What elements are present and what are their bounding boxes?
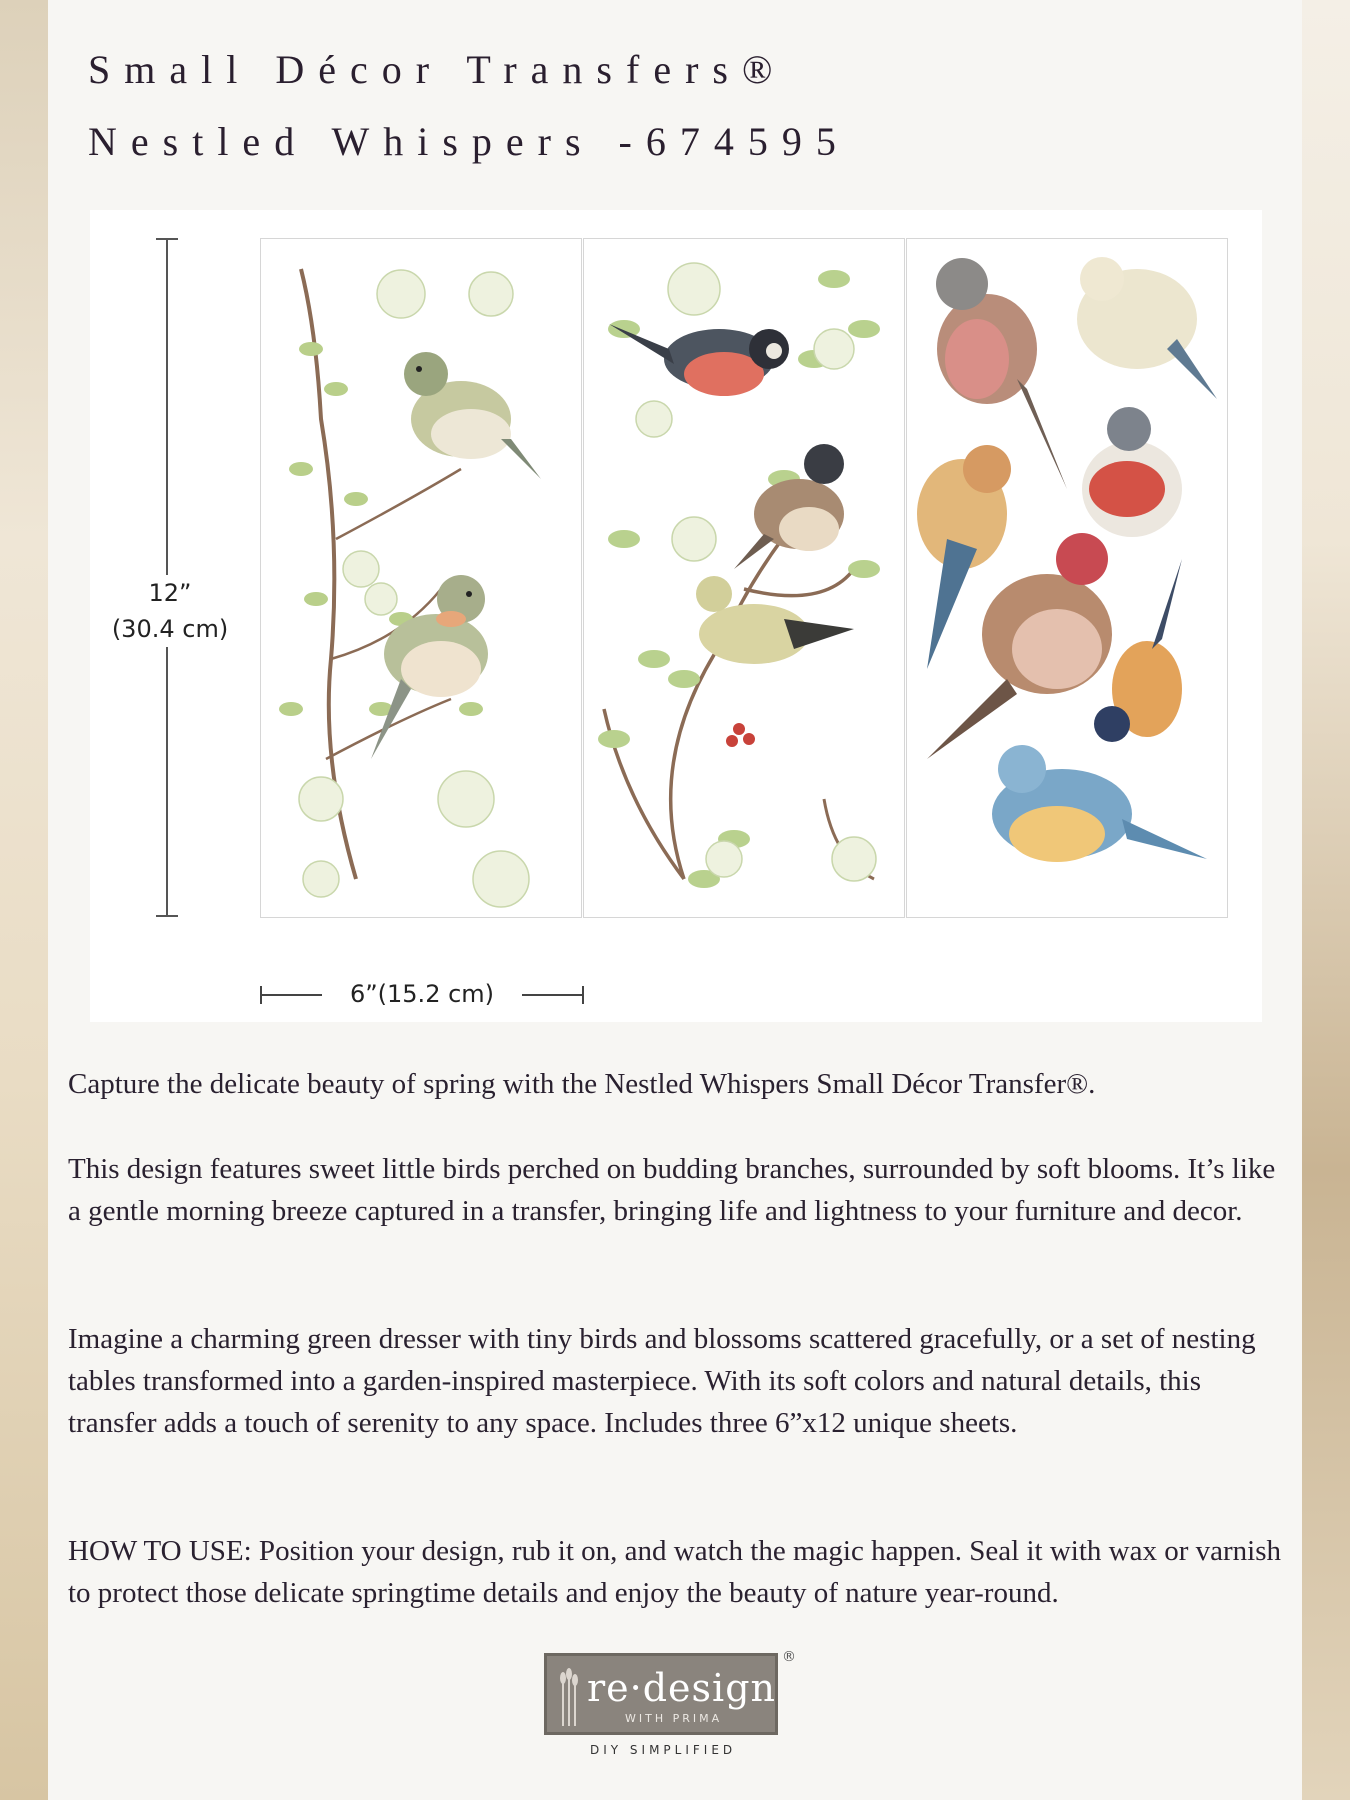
logo-badge bbox=[544, 1653, 778, 1735]
description-ideas: Imagine a charming green dresser with tiny birds and blossoms scattered gracefully, or a set of nesting tables transformed into a garden-inspired masterpiece. With its soft colors and natural details, this transfer adds a touch of serenity to any space. Includes three 6”x12 unique sheets. bbox=[68, 1323, 1256, 1439]
logo-wordmark: re·design bbox=[587, 1666, 776, 1710]
width-dimension-line-left bbox=[260, 994, 322, 996]
height-inches: 12” bbox=[148, 579, 192, 607]
height-centimeters: (30.4 cm) bbox=[111, 615, 229, 643]
description-intro: Capture the delicate beauty of spring with the Nestled Whispers Small Décor Transfer®. bbox=[68, 1068, 1096, 1100]
background-texture-right bbox=[1302, 0, 1350, 1800]
logo-tagline: DIY SIMPLIFIED bbox=[590, 1743, 737, 1757]
width-dimension-label: 6”(15.2 cm) bbox=[349, 980, 495, 1008]
product-name-and-sku: Nestled Whispers -674595 bbox=[88, 119, 850, 164]
wheat-icon bbox=[557, 1666, 581, 1726]
product-title: Small Décor Transfers® bbox=[88, 47, 787, 92]
redesign-with-prima-logo bbox=[540, 1649, 800, 1763]
registered-mark: ® bbox=[782, 1649, 796, 1665]
description-features: This design features sweet little birds perched on budding branches, surrounded by soft blooms. It’s like a gentle morning breeze captured in a transfer, bringing life and lightness to your furniture and decor. bbox=[68, 1153, 1276, 1227]
eight-birds-illustration bbox=[907, 239, 1227, 917]
height-dimension-label bbox=[100, 575, 240, 647]
branch-with-four-birds-illustration bbox=[584, 239, 904, 917]
transfer-sheet-2 bbox=[583, 238, 905, 918]
height-dimension-cap-top bbox=[156, 238, 178, 240]
width-dimension bbox=[260, 980, 584, 1010]
how-to-use: HOW TO USE: Position your design, rub it on, and watch the magic happen. Seal it with wax or varnish to protect those delicate springtime details and enjoy the beauty of nature year-round. bbox=[68, 1535, 1282, 1609]
product-image-panel bbox=[90, 210, 1262, 1022]
background-texture-left bbox=[0, 0, 48, 1800]
branch-with-two-birds-illustration bbox=[261, 239, 581, 917]
transfer-sheet-1 bbox=[260, 238, 582, 918]
height-dimension-cap-bottom bbox=[156, 915, 178, 917]
logo-subtitle: WITH PRIMA bbox=[625, 1712, 723, 1725]
width-dimension-line-right bbox=[522, 994, 584, 996]
transfer-sheet-3 bbox=[906, 238, 1228, 918]
width-dimension-cap-right bbox=[582, 986, 584, 1004]
